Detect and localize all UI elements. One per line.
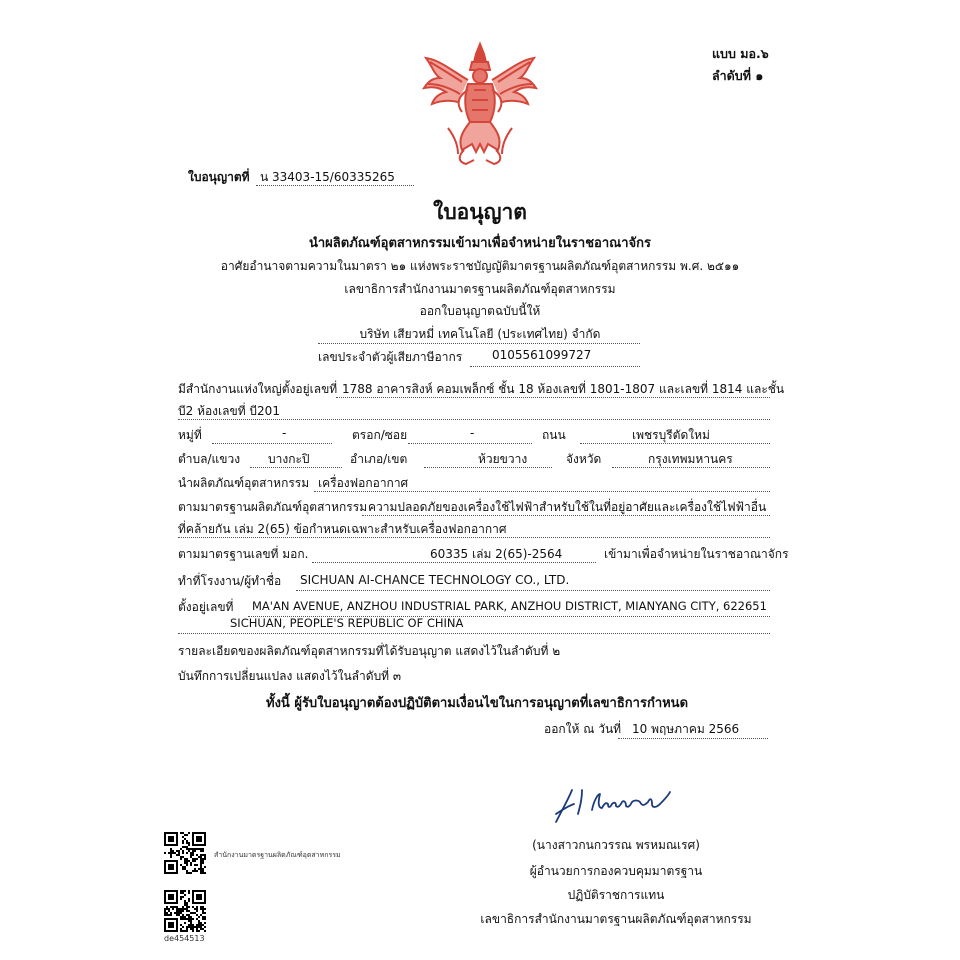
moo-label: หมู่ที่	[178, 428, 202, 442]
qr-code-id: de454513	[164, 934, 205, 943]
subdistrict-label: ตำบล/แขวง	[178, 452, 241, 466]
province-label: จังหวัด	[566, 452, 602, 466]
province-value: กรุงเทพมหานคร	[648, 452, 733, 466]
factory-address-label: ตั้งอยู่เลขที่	[178, 600, 234, 614]
product-label: นำผลิตภัณฑ์อุตสาหกรรม	[178, 476, 310, 490]
office-label: มีสำนักงานแห่งใหญ่ตั้งอยู่เลขที่	[178, 382, 338, 396]
standard-no-suffix: เข้ามาเพื่อจำหน่ายในราชอาณาจักร	[604, 547, 789, 561]
signer-acting: ปฏิบัติราชการแทน	[567, 888, 665, 902]
factory-address-line1: MA'AN AVENUE, ANZHOU INDUSTRIAL PARK, ANZHOU DISTRICT, MIANYANG CITY, 622651	[252, 599, 767, 613]
qr-code-icon	[164, 890, 206, 932]
condition-line: ทั้งนี้ ผู้รับใบอนุญาตต้องปฏิบัติตามเงื่อนไขในการอนุญาตที่เลขาธิการกำหนด	[266, 696, 689, 711]
signer-title: เลขาธิการสำนักงานมาตรฐานผลิตภัณฑ์อุตสาหกรรม	[480, 912, 752, 926]
standard-no-value: 60335 เล่ม 2(65)-2564	[430, 547, 563, 561]
changes-line: บันทึกการเปลี่ยนแปลง แสดงไว้ในลำดับที่ ๓	[178, 669, 402, 683]
issue-line: ออกใบอนุญาตฉบับนี้ให้	[419, 304, 541, 318]
soi-value: -	[470, 426, 475, 440]
form-code: แบบ มอ.๖	[712, 46, 769, 61]
district-value: ห้วยขวาง	[478, 452, 528, 466]
qr-code-icon	[164, 832, 206, 874]
document-subtitle: นำผลิตภัณฑ์อุตสาหกรรมเข้ามาเพื่อจำหน่ายในราชอาณาจักร	[309, 236, 651, 251]
standard-no-label: ตามมาตรฐานเลขที่ มอก.	[178, 547, 309, 561]
authority-line: อาศัยอำนาจตามความในมาตรา ๒๑ แห่งพระราชบัญญัติมาตรฐานผลิตภัณฑ์อุตสาหกรรม พ.ศ. ๒๕๑๑	[220, 259, 740, 273]
standard-line2: ที่คล้ายกัน เล่ม 2(65) ข้อกำหนดเฉพาะสำหรับเครื่องฟอกอากาศ	[178, 522, 507, 536]
issued-date: 10 พฤษภาคม 2566	[632, 722, 740, 736]
office-line2: บี2 ห้องเลขที่ บี201	[178, 404, 280, 418]
document-title: ใบอนุญาต	[433, 200, 527, 224]
office-line1: 1788 อาคารสิงห์ คอมเพล็กซ์ ชั้น 18 ห้องเลขที่ 1801-1807 และเลขที่ 1814 และชั้น	[342, 382, 785, 396]
factory-value: SICHUAN AI-CHANCE TECHNOLOGY CO., LTD.	[300, 573, 570, 587]
qr-caption: สำนักงานมาตรฐานผลิตภัณฑ์อุตสาหกรรม	[214, 851, 341, 859]
signer-position: ผู้อำนวยการกองควบคุมมาตรฐาน	[529, 864, 703, 878]
factory-address-line2: SICHUAN, PEOPLE'S REPUBLIC OF CHINA	[230, 616, 464, 630]
tax-id-label: เลขประจำตัวผู้เสียภาษีอากร	[318, 350, 463, 364]
issued-label: ออกให้ ณ วันที่	[544, 722, 622, 736]
soi-label: ตรอก/ซอย	[352, 428, 408, 442]
license-no-value: น 33403-15/60335265	[260, 170, 395, 184]
subdistrict-value: บางกะปิ	[268, 452, 310, 466]
moo-value: -	[282, 426, 287, 440]
company-name: บริษัท เสียวหมี่ เทคโนโลยี (ประเทศไทย) จำกัด	[359, 327, 601, 341]
road-value: เพชรบุรีตัดใหม่	[632, 428, 710, 442]
factory-label: ทำที่โรงงาน/ผู้ทำชื่อ	[178, 574, 282, 588]
signature-icon	[552, 784, 682, 828]
tax-id-value: 0105561099727	[492, 348, 592, 362]
secretary-line: เลขาธิการสำนักงานมาตรฐานผลิตภัณฑ์อุตสาหกรรม	[344, 282, 616, 296]
license-no-label: ใบอนุญาตที่	[188, 170, 250, 184]
signer-name: (นางสาวกนกวรรณ พรหมณเรศ)	[532, 838, 700, 852]
standard-line1: ความปลอดภัยของเครื่องใช้ไฟฟ้าสำหรับใช้ในที่อยู่อาศัยและเครื่องใช้ไฟฟ้าอื่น	[368, 500, 767, 514]
form-order: ลำดับที่ ๑	[712, 68, 764, 83]
garuda-emblem-icon	[418, 40, 542, 168]
product-value: เครื่องฟอกอากาศ	[318, 476, 409, 490]
detail-line: รายละเอียดของผลิตภัณฑ์อุตสาหกรรมที่ได้รับอนุญาต แสดงไว้ในลำดับที่ ๒	[178, 644, 561, 658]
road-label: ถนน	[542, 428, 566, 442]
district-label: อำเภอ/เขต	[350, 452, 408, 466]
standard-label: ตามมาตรฐานผลิตภัณฑ์อุตสาหกรรม	[178, 500, 368, 514]
